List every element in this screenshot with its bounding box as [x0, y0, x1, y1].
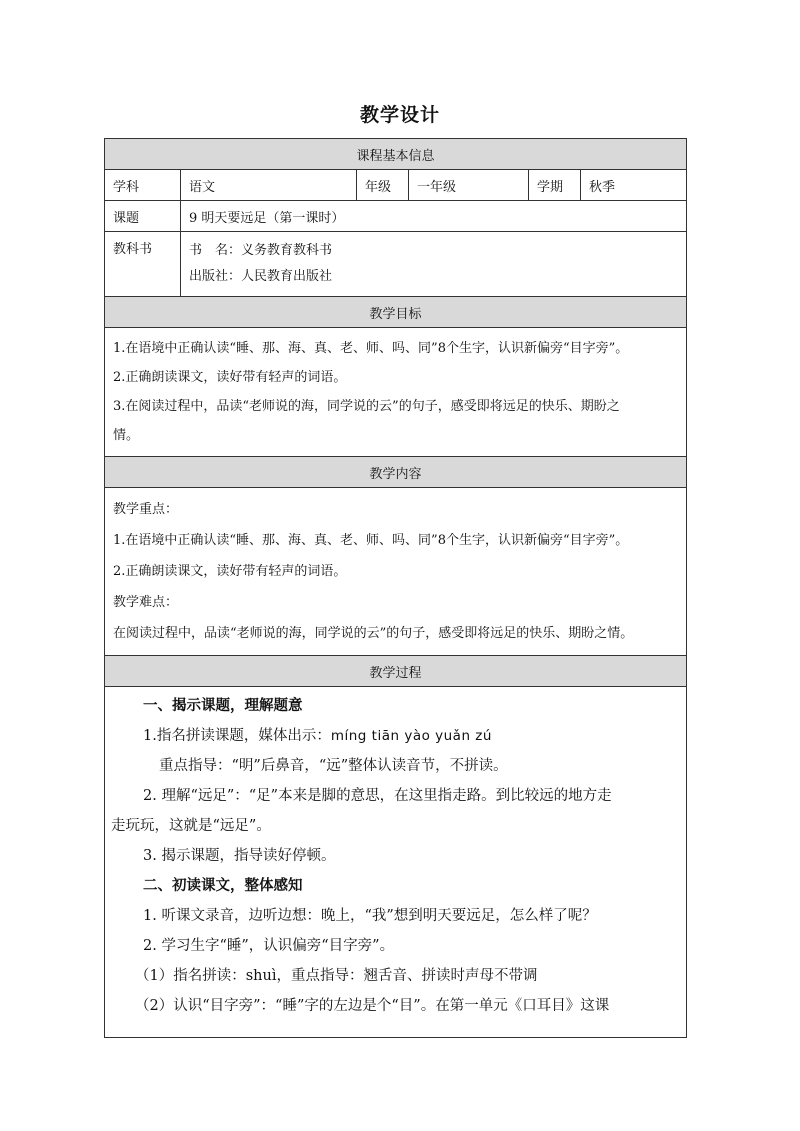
term-value: 秋季: [581, 170, 687, 201]
process-step: 2. 学习生字“睡”，认识偏旁“目字旁”。: [143, 938, 395, 954]
section-header-process: 教学过程: [105, 656, 687, 687]
section-header-objectives: 教学目标: [105, 297, 687, 328]
content-cell: [105, 488, 687, 656]
process-step: 3. 揭示课题，指导读好停顿。: [143, 848, 336, 864]
content-key-label: 教学重点：: [113, 502, 179, 517]
objective-item: 3.在阅读过程中，品读“老师说的海，同学说的云”的句子，感受即将远足的快乐、期盼之: [113, 399, 620, 414]
process-step: 1. 听课文录音，边听边想：晚上，“我”想到明天要远足，怎么样了呢？: [143, 908, 597, 924]
process-step-text: 1.指名拼读课题，媒体出示：: [143, 728, 331, 744]
section-header-content: 教学内容: [105, 457, 687, 488]
process-heading: 一、揭示课题，理解题意: [143, 698, 303, 714]
textbook-info: [181, 232, 687, 297]
objective-item: 2.正确朗读课文，读好带有轻声的词语。: [113, 370, 347, 385]
subject-label: 学科: [105, 170, 181, 201]
section-header-basic-info: 课程基本信息: [105, 139, 687, 170]
process-substep: （1）指名拼读：shuì，重点指导：翘舌音、拼读时声母不带调: [135, 968, 538, 984]
objective-item: 1.在语境中正确认读“睡、那、海、真、老、师、吗、同”8个生字，认识新偏旁“目字旁”。: [113, 341, 629, 356]
content-item: 在阅读过程中，品读“老师说的海，同学说的云”的句子，感受即将远足的快乐、期盼之情。: [113, 626, 634, 641]
textbook-label: 教科书: [105, 232, 181, 297]
term-label: 学期: [529, 170, 581, 201]
process-step: [111, 721, 680, 751]
content-item: 2.正确朗读课文，读好带有轻声的词语。: [113, 564, 347, 579]
lesson-plan-table: [104, 138, 687, 1038]
process-step-continued: 走玩玩，这就是“远足”。: [111, 818, 271, 834]
content-item: 1.在语境中正确认读“睡、那、海、真、老、师、吗、同”8个生字，认识新偏旁“目字旁”。: [113, 533, 629, 548]
process-step: 2. 理解“远足”：“足”本来是脚的意思，在这里指走路。到比较远的地方走: [143, 788, 612, 804]
grade-label: 年级: [357, 170, 409, 201]
textbook-publisher: 出版社：人民教育出版社: [189, 269, 333, 284]
process-substep: （2）认识“目字旁”：“睡”字的左边是个“目”。在第一单元《口耳目》这课: [135, 998, 610, 1014]
textbook-name: 书 名：义务教育教科书: [189, 243, 333, 258]
topic-value: 9 明天要远足（第一课时）: [181, 201, 687, 232]
grade-value: 一年级: [409, 170, 529, 201]
subject-value: 语文: [181, 170, 357, 201]
process-note: 重点指导：“明”后鼻音，“远”整体认读音节，不拼读。: [159, 758, 508, 774]
title-pinyin: míng tiān yào yuǎn zú: [330, 728, 492, 744]
objective-item: 情。: [113, 428, 140, 443]
page-title: 教学设计: [359, 104, 440, 126]
content-difficulty-label: 教学难点：: [113, 595, 179, 610]
process-heading: 二、初读课文，整体感知: [143, 878, 303, 894]
topic-label: 课题: [105, 201, 181, 232]
objectives-cell: [105, 328, 687, 457]
process-cell: [105, 687, 687, 1038]
